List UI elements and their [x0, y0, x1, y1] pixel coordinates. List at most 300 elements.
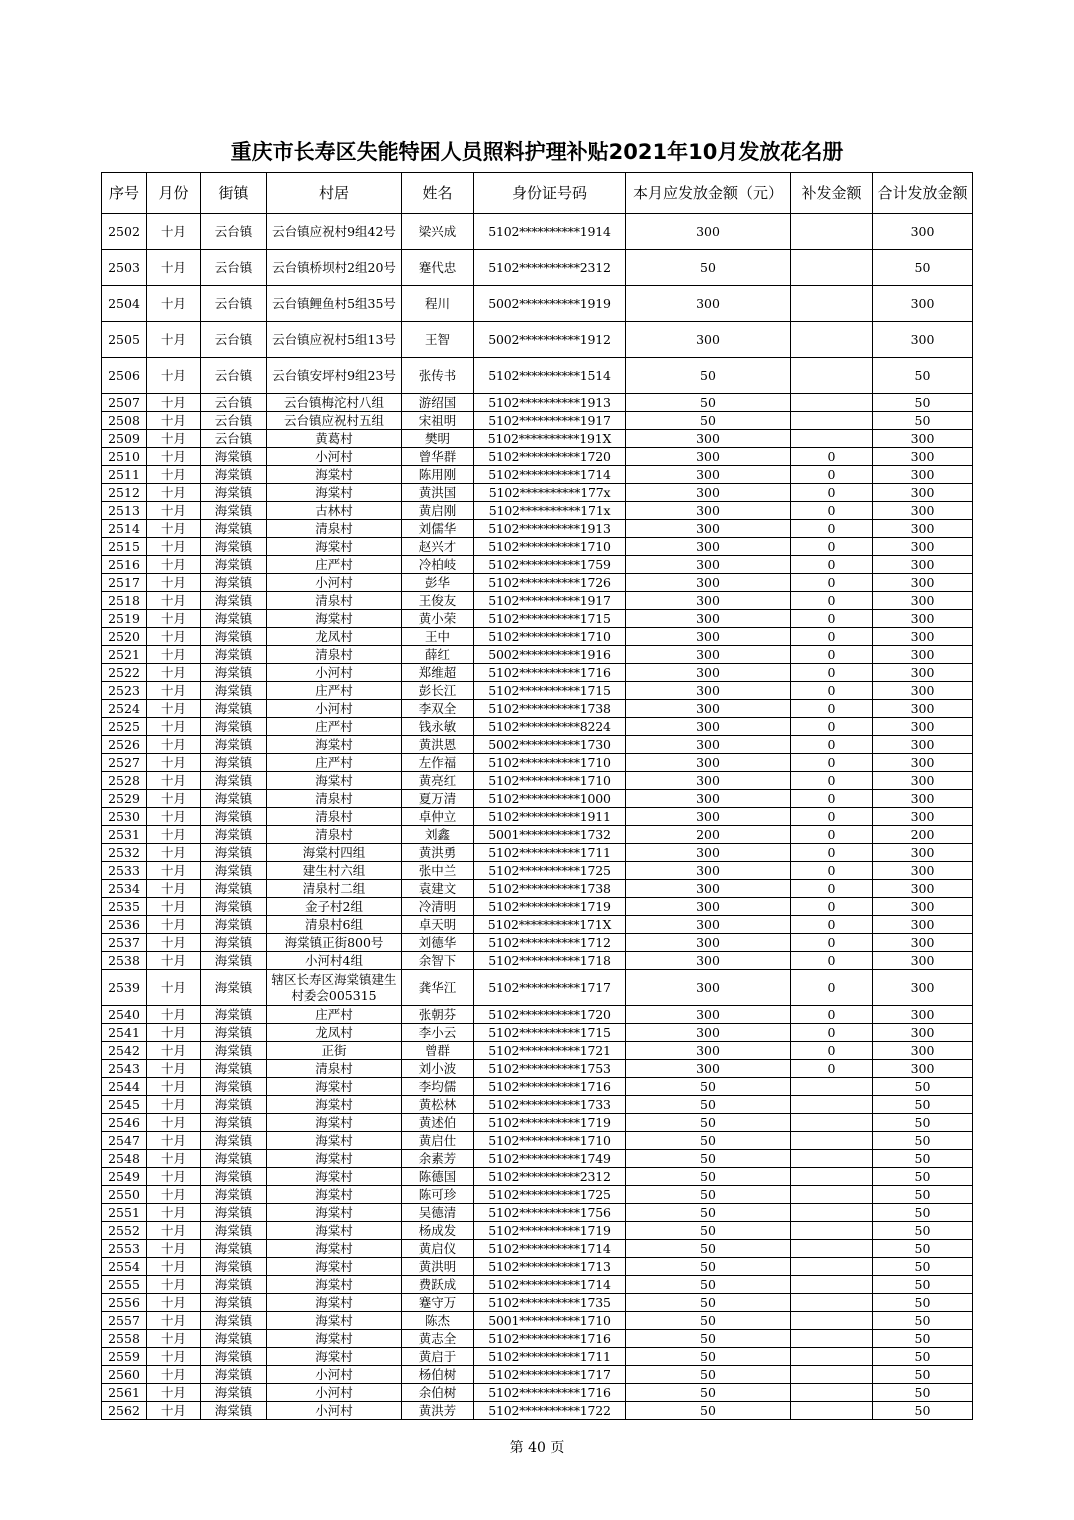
index-cell: 2557: [102, 1312, 147, 1330]
month-cell: 十月: [147, 844, 201, 862]
back-pay-cell: 0: [791, 556, 873, 574]
index-cell: 2537: [102, 934, 147, 952]
id-number-cell: 5102**********1720: [474, 448, 626, 466]
total-cell: 50: [873, 1240, 973, 1258]
id-number-cell: 5102**********1711: [474, 844, 626, 862]
table-row: [102, 286, 973, 322]
amount-due-cell: 50: [626, 1222, 791, 1240]
town-cell: 云台镇: [201, 214, 267, 250]
month-cell: 十月: [147, 1222, 201, 1240]
month-cell: 十月: [147, 610, 201, 628]
total-cell: 300: [873, 1006, 973, 1024]
name-cell: 陈德国: [402, 1168, 474, 1186]
total-cell: 50: [873, 1114, 973, 1132]
table-row: [102, 736, 973, 754]
total-cell: 300: [873, 718, 973, 736]
town-cell: 海棠镇: [201, 1330, 267, 1348]
village-cell: 海棠村: [267, 610, 402, 628]
month-cell: 十月: [147, 970, 201, 1006]
id-number-cell: 5002**********1916: [474, 646, 626, 664]
town-cell: 海棠镇: [201, 880, 267, 898]
village-cell: 小河村: [267, 1384, 402, 1402]
month-cell: 十月: [147, 682, 201, 700]
back-pay-cell: [791, 1168, 873, 1186]
index-cell: 2550: [102, 1186, 147, 1204]
total-cell: 300: [873, 754, 973, 772]
town-cell: 海棠镇: [201, 628, 267, 646]
back-pay-cell: 0: [791, 808, 873, 826]
table-row: [102, 1366, 973, 1384]
index-cell: 2514: [102, 520, 147, 538]
table-row: [102, 556, 973, 574]
id-number-cell: 5102**********1719: [474, 1114, 626, 1132]
back-pay-cell: [791, 1240, 873, 1258]
name-cell: 宋祖明: [402, 412, 474, 430]
total-cell: 300: [873, 934, 973, 952]
name-cell: 吴德清: [402, 1204, 474, 1222]
back-pay-cell: [791, 1150, 873, 1168]
back-pay-cell: [791, 1366, 873, 1384]
back-pay-cell: 0: [791, 520, 873, 538]
town-cell: 海棠镇: [201, 1042, 267, 1060]
back-pay-cell: 0: [791, 862, 873, 880]
amount-due-cell: 300: [626, 934, 791, 952]
back-pay-cell: [791, 1078, 873, 1096]
amount-due-cell: 50: [626, 1258, 791, 1276]
town-cell: 海棠镇: [201, 1132, 267, 1150]
index-cell: 2558: [102, 1330, 147, 1348]
total-cell: 300: [873, 628, 973, 646]
index-cell: 2520: [102, 628, 147, 646]
back-pay-cell: 0: [791, 772, 873, 790]
amount-due-cell: 300: [626, 880, 791, 898]
id-number-cell: 5102**********1714: [474, 1276, 626, 1294]
name-cell: 黄启仕: [402, 1132, 474, 1150]
id-number-cell: 5102**********1713: [474, 1258, 626, 1276]
index-cell: 2543: [102, 1060, 147, 1078]
name-cell: 黄洪芳: [402, 1402, 474, 1420]
amount-due-cell: 300: [626, 898, 791, 916]
village-cell: 清泉村: [267, 1060, 402, 1078]
town-cell: 海棠镇: [201, 1348, 267, 1366]
village-cell: 海棠村: [267, 1078, 402, 1096]
month-cell: 十月: [147, 1312, 201, 1330]
id-number-cell: 5102**********1711: [474, 1348, 626, 1366]
table-row: [102, 1258, 973, 1276]
amount-due-cell: 300: [626, 484, 791, 502]
index-cell: 2541: [102, 1024, 147, 1042]
index-cell: 2504: [102, 286, 147, 322]
month-cell: 十月: [147, 1348, 201, 1366]
back-pay-cell: [791, 1096, 873, 1114]
index-cell: 2555: [102, 1276, 147, 1294]
amount-due-cell: 50: [626, 1204, 791, 1222]
town-cell: 海棠镇: [201, 1168, 267, 1186]
table-row: [102, 412, 973, 430]
village-cell: 海棠村: [267, 1096, 402, 1114]
village-cell: 黄葛村: [267, 430, 402, 448]
table-row: [102, 1330, 973, 1348]
name-cell: 程川: [402, 286, 474, 322]
roster-table: [101, 172, 973, 1420]
index-cell: 2524: [102, 700, 147, 718]
back-pay-cell: 0: [791, 610, 873, 628]
amount-due-cell: 300: [626, 448, 791, 466]
amount-due-cell: 200: [626, 826, 791, 844]
name-cell: 赵兴才: [402, 538, 474, 556]
total-cell: 200: [873, 826, 973, 844]
total-cell: 50: [873, 1330, 973, 1348]
name-cell: 王中: [402, 628, 474, 646]
table-row: [102, 1006, 973, 1024]
table-row: [102, 448, 973, 466]
index-cell: 2518: [102, 592, 147, 610]
town-cell: 海棠镇: [201, 520, 267, 538]
back-pay-cell: 0: [791, 1024, 873, 1042]
name-cell: 刘德华: [402, 934, 474, 952]
month-cell: 十月: [147, 754, 201, 772]
total-cell: 300: [873, 736, 973, 754]
back-pay-cell: [791, 1132, 873, 1150]
name-cell: 李双全: [402, 700, 474, 718]
name-cell: 黄洪国: [402, 484, 474, 502]
id-number-cell: 5102**********1714: [474, 1240, 626, 1258]
amount-due-cell: 300: [626, 592, 791, 610]
town-cell: 海棠镇: [201, 718, 267, 736]
village-cell: 海棠村: [267, 1312, 402, 1330]
id-number-cell: 5102**********1749: [474, 1150, 626, 1168]
month-cell: 十月: [147, 1024, 201, 1042]
village-cell: 云台镇应祝村五组: [267, 412, 402, 430]
month-cell: 十月: [147, 1186, 201, 1204]
town-cell: 海棠镇: [201, 682, 267, 700]
index-cell: 2532: [102, 844, 147, 862]
town-cell: 海棠镇: [201, 448, 267, 466]
table-row: [102, 880, 973, 898]
town-cell: 海棠镇: [201, 556, 267, 574]
month-cell: 十月: [147, 448, 201, 466]
month-cell: 十月: [147, 1276, 201, 1294]
total-cell: 300: [873, 646, 973, 664]
name-cell: 彭华: [402, 574, 474, 592]
village-cell: 金子村2组: [267, 898, 402, 916]
town-cell: 海棠镇: [201, 1114, 267, 1132]
table-row: [102, 1096, 973, 1114]
village-cell: 海棠村: [267, 1348, 402, 1366]
id-number-cell: 5001**********1710: [474, 1312, 626, 1330]
table-row: [102, 844, 973, 862]
amount-due-cell: 300: [626, 610, 791, 628]
index-cell: 2552: [102, 1222, 147, 1240]
table-row: [102, 1150, 973, 1168]
month-cell: 十月: [147, 1330, 201, 1348]
table-row: [102, 502, 973, 520]
table-row: [102, 718, 973, 736]
table-row: [102, 1132, 973, 1150]
index-cell: 2535: [102, 898, 147, 916]
village-cell: 海棠村: [267, 466, 402, 484]
back-pay-cell: 0: [791, 592, 873, 610]
index-cell: 2542: [102, 1042, 147, 1060]
id-number-cell: 5102**********1913: [474, 520, 626, 538]
col-header-index: 序号: [102, 173, 147, 214]
table-row: [102, 1024, 973, 1042]
back-pay-cell: [791, 412, 873, 430]
amount-due-cell: 300: [626, 322, 791, 358]
total-cell: 300: [873, 790, 973, 808]
town-cell: 海棠镇: [201, 1276, 267, 1294]
id-number-cell: 5102**********1716: [474, 664, 626, 682]
total-cell: 50: [873, 1276, 973, 1294]
month-cell: 十月: [147, 664, 201, 682]
amount-due-cell: 300: [626, 502, 791, 520]
amount-due-cell: 50: [626, 1348, 791, 1366]
index-cell: 2523: [102, 682, 147, 700]
village-cell: 清泉村二组: [267, 880, 402, 898]
total-cell: 50: [873, 1312, 973, 1330]
table-row: [102, 700, 973, 718]
index-cell: 2512: [102, 484, 147, 502]
index-cell: 2533: [102, 862, 147, 880]
id-number-cell: 5102**********1717: [474, 970, 626, 1006]
back-pay-cell: 0: [791, 484, 873, 502]
name-cell: 黄启仪: [402, 1240, 474, 1258]
town-cell: 海棠镇: [201, 1240, 267, 1258]
month-cell: 十月: [147, 322, 201, 358]
town-cell: 海棠镇: [201, 970, 267, 1006]
col-header-amount-due: 本月应发放金额（元）: [626, 173, 791, 214]
village-cell: 海棠村: [267, 772, 402, 790]
town-cell: 海棠镇: [201, 898, 267, 916]
month-cell: 十月: [147, 898, 201, 916]
name-cell: 蹇代忠: [402, 250, 474, 286]
index-cell: 2519: [102, 610, 147, 628]
month-cell: 十月: [147, 952, 201, 970]
table-row: [102, 1384, 973, 1402]
back-pay-cell: 0: [791, 538, 873, 556]
table-row: [102, 754, 973, 772]
amount-due-cell: 300: [626, 790, 791, 808]
id-number-cell: 5102**********1913: [474, 394, 626, 412]
back-pay-cell: [791, 1402, 873, 1420]
table-row: [102, 430, 973, 448]
name-cell: 龚华江: [402, 970, 474, 1006]
back-pay-cell: 0: [791, 898, 873, 916]
month-cell: 十月: [147, 700, 201, 718]
name-cell: 刘儒华: [402, 520, 474, 538]
town-cell: 海棠镇: [201, 772, 267, 790]
back-pay-cell: [791, 250, 873, 286]
amount-due-cell: 300: [626, 844, 791, 862]
total-cell: 300: [873, 574, 973, 592]
name-cell: 余素芳: [402, 1150, 474, 1168]
amount-due-cell: 50: [626, 1168, 791, 1186]
index-cell: 2548: [102, 1150, 147, 1168]
index-cell: 2513: [102, 502, 147, 520]
month-cell: 十月: [147, 358, 201, 394]
total-cell: 300: [873, 1024, 973, 1042]
amount-due-cell: 300: [626, 916, 791, 934]
amount-due-cell: 50: [626, 250, 791, 286]
total-cell: 300: [873, 862, 973, 880]
index-cell: 2545: [102, 1096, 147, 1114]
town-cell: 云台镇: [201, 286, 267, 322]
total-cell: 300: [873, 700, 973, 718]
table-row: [102, 358, 973, 394]
amount-due-cell: 50: [626, 394, 791, 412]
town-cell: 海棠镇: [201, 952, 267, 970]
town-cell: 海棠镇: [201, 1150, 267, 1168]
village-cell: 小河村: [267, 700, 402, 718]
total-cell: 300: [873, 484, 973, 502]
total-cell: 300: [873, 430, 973, 448]
name-cell: 卓天明: [402, 916, 474, 934]
month-cell: 十月: [147, 934, 201, 952]
name-cell: 杨成发: [402, 1222, 474, 1240]
month-cell: 十月: [147, 556, 201, 574]
id-number-cell: 5102**********191X: [474, 430, 626, 448]
table-row: [102, 592, 973, 610]
index-cell: 2547: [102, 1132, 147, 1150]
town-cell: 海棠镇: [201, 664, 267, 682]
village-cell: 海棠村: [267, 1114, 402, 1132]
village-cell: 海棠村: [267, 484, 402, 502]
back-pay-cell: 0: [791, 736, 873, 754]
amount-due-cell: 300: [626, 574, 791, 592]
village-cell: 海棠村: [267, 1330, 402, 1348]
index-cell: 2502: [102, 214, 147, 250]
back-pay-cell: 0: [791, 646, 873, 664]
month-cell: 十月: [147, 826, 201, 844]
amount-due-cell: 300: [626, 754, 791, 772]
month-cell: 十月: [147, 1240, 201, 1258]
index-cell: 2538: [102, 952, 147, 970]
id-number-cell: 5102**********1759: [474, 556, 626, 574]
amount-due-cell: 50: [626, 1240, 791, 1258]
amount-due-cell: 300: [626, 628, 791, 646]
name-cell: 黄松林: [402, 1096, 474, 1114]
town-cell: 海棠镇: [201, 466, 267, 484]
amount-due-cell: 300: [626, 664, 791, 682]
table-row: [102, 574, 973, 592]
town-cell: 云台镇: [201, 250, 267, 286]
month-cell: 十月: [147, 502, 201, 520]
col-header-id-number: 身份证号码: [474, 173, 626, 214]
id-number-cell: 5102**********1914: [474, 214, 626, 250]
back-pay-cell: 0: [791, 754, 873, 772]
id-number-cell: 5102**********1722: [474, 1402, 626, 1420]
table-row: [102, 1348, 973, 1366]
table-row: [102, 322, 973, 358]
id-number-cell: 5102**********1714: [474, 466, 626, 484]
table-row: [102, 646, 973, 664]
month-cell: 十月: [147, 394, 201, 412]
amount-due-cell: 300: [626, 556, 791, 574]
month-cell: 十月: [147, 736, 201, 754]
total-cell: 300: [873, 772, 973, 790]
name-cell: 王俊友: [402, 592, 474, 610]
town-cell: 海棠镇: [201, 1078, 267, 1096]
table-row: [102, 826, 973, 844]
index-cell: 2516: [102, 556, 147, 574]
month-cell: 十月: [147, 916, 201, 934]
table-row: [102, 394, 973, 412]
amount-due-cell: 50: [626, 358, 791, 394]
back-pay-cell: 0: [791, 1042, 873, 1060]
total-cell: 50: [873, 1078, 973, 1096]
index-cell: 2521: [102, 646, 147, 664]
amount-due-cell: 300: [626, 808, 791, 826]
back-pay-cell: 0: [791, 880, 873, 898]
back-pay-cell: [791, 322, 873, 358]
id-number-cell: 5102**********1514: [474, 358, 626, 394]
index-cell: 2522: [102, 664, 147, 682]
town-cell: 海棠镇: [201, 1258, 267, 1276]
name-cell: 钱永敏: [402, 718, 474, 736]
id-number-cell: 5002**********1919: [474, 286, 626, 322]
month-cell: 十月: [147, 466, 201, 484]
village-cell: 龙凤村: [267, 1024, 402, 1042]
month-cell: 十月: [147, 862, 201, 880]
town-cell: 海棠镇: [201, 574, 267, 592]
total-cell: 300: [873, 898, 973, 916]
amount-due-cell: 300: [626, 538, 791, 556]
village-cell: 清泉村: [267, 808, 402, 826]
table-row: [102, 214, 973, 250]
total-cell: 50: [873, 1294, 973, 1312]
table-row: [102, 1276, 973, 1294]
id-number-cell: 5001**********1732: [474, 826, 626, 844]
table-row: [102, 1204, 973, 1222]
town-cell: 海棠镇: [201, 610, 267, 628]
total-cell: 50: [873, 1168, 973, 1186]
name-cell: 黄亮红: [402, 772, 474, 790]
back-pay-cell: [791, 1294, 873, 1312]
table-row: [102, 664, 973, 682]
total-cell: 50: [873, 1096, 973, 1114]
back-pay-cell: 0: [791, 682, 873, 700]
total-cell: 300: [873, 538, 973, 556]
amount-due-cell: 50: [626, 1402, 791, 1420]
id-number-cell: 5102**********1721: [474, 1042, 626, 1060]
village-cell: 庄严村: [267, 556, 402, 574]
month-cell: 十月: [147, 286, 201, 322]
amount-due-cell: 50: [626, 1186, 791, 1204]
total-cell: 300: [873, 1042, 973, 1060]
index-cell: 2526: [102, 736, 147, 754]
town-cell: 云台镇: [201, 430, 267, 448]
total-cell: 300: [873, 502, 973, 520]
total-cell: 50: [873, 250, 973, 286]
village-cell: 小河村: [267, 448, 402, 466]
amount-due-cell: 300: [626, 430, 791, 448]
index-cell: 2553: [102, 1240, 147, 1258]
page-title: 重庆市长寿区失能特困人员照料护理补贴2021年10月发放花名册: [230, 140, 844, 164]
village-cell: 云台镇鲤鱼村5组35号: [267, 286, 402, 322]
id-number-cell: 5102**********1715: [474, 610, 626, 628]
amount-due-cell: 300: [626, 466, 791, 484]
amount-due-cell: 300: [626, 736, 791, 754]
table-row: [102, 1294, 973, 1312]
total-cell: 300: [873, 286, 973, 322]
village-cell: 海棠村: [267, 1276, 402, 1294]
index-cell: 2540: [102, 1006, 147, 1024]
back-pay-cell: 0: [791, 628, 873, 646]
name-cell: 左作福: [402, 754, 474, 772]
index-cell: 2515: [102, 538, 147, 556]
index-cell: 2507: [102, 394, 147, 412]
month-cell: 十月: [147, 790, 201, 808]
